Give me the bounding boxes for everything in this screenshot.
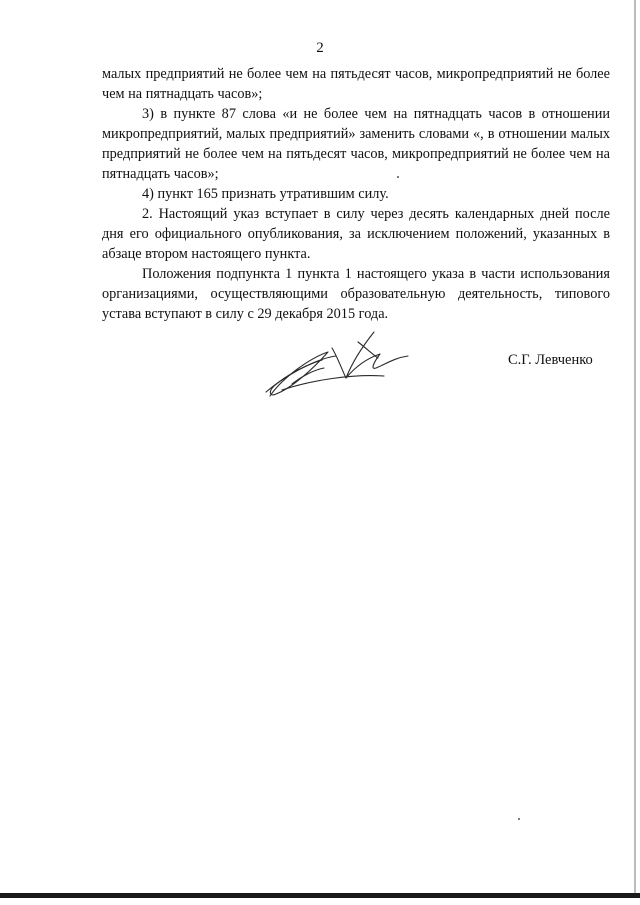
scan-edge [634,0,636,893]
paragraph-item-3: 3) в пункте 87 слова «и не более чем на пятнадцать часов в отношении микропредприятий, малых предприятий» заменить словами «, в отношении малых предприятий не более чем на пятьдесят часов, микропредприятий не более чем на пятнадцать часов»; [102,106,610,182]
scan-speck [518,818,520,820]
paragraph-provisions: Положения подпункта 1 пункта 1 настоящего указа в части использования организациями, осуществляющими образовательную деятельность, типового устава вступают в силу с 29 декабря 2015 года. [102,266,610,322]
signer-name: С.Г. Левченко [508,352,593,368]
page-number: 2 [316,40,324,56]
handwritten-signature [262,318,422,403]
paragraph-section-2: 2. Настоящий указ вступает в силу через десять календарных дней после дня его официального опубликования, за исключением положений, указанных в абзаце втором настоящего пункта. [102,206,610,262]
paragraph-item-4: 4) пункт 165 признать утратившим силу. [142,186,389,202]
paragraph-continuation: малых предприятий не более чем на пятьдесят часов, микропредприятий не более чем на пятнадцать часов»; [102,66,610,102]
scan-bottom-border [0,893,640,898]
document-body [102,64,610,324]
scan-speck [397,176,399,178]
